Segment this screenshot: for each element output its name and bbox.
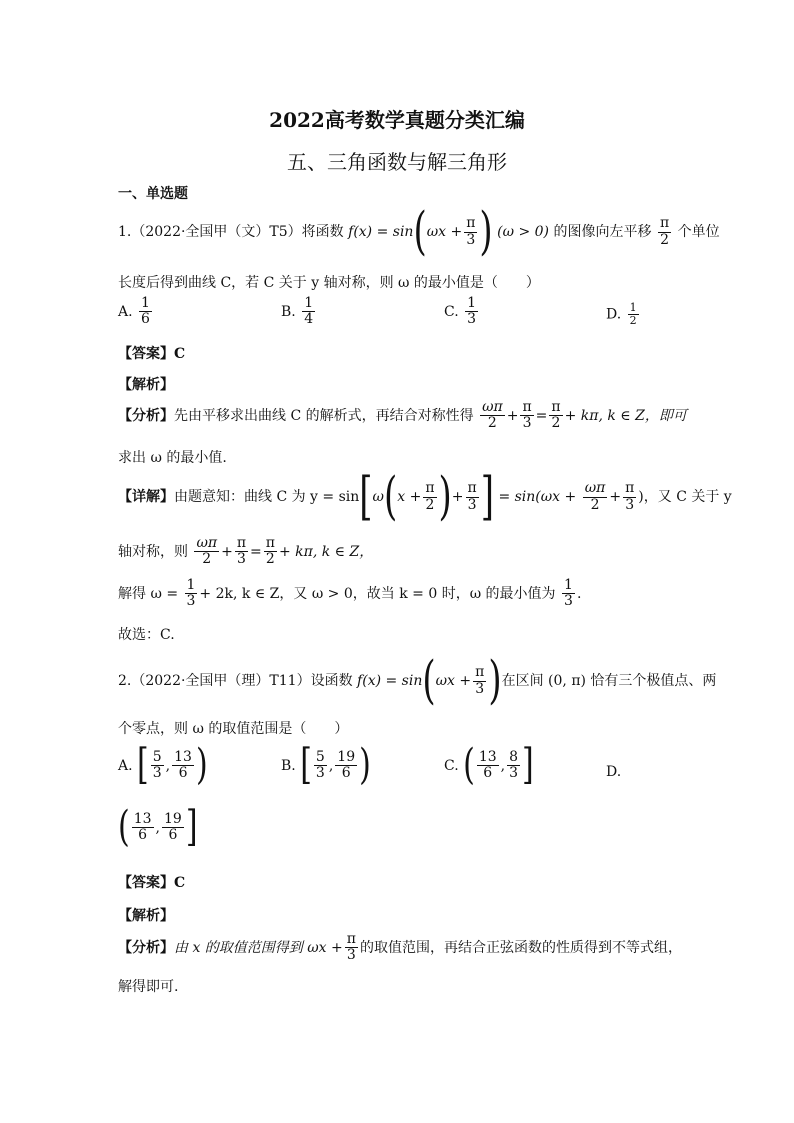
q1-option-a: A. $\frac{1}{6}$: [118, 295, 150, 328]
q2-option-d-value: ( $\frac{13}{6}$ , $\frac{19}{6}$ ]: [118, 802, 198, 852]
page-title: 2022高考数学真题分类汇编: [269, 108, 525, 132]
q1-option-d: D. $\frac{1}{2}$: [606, 301, 637, 328]
q2-answer: 【答案】C: [118, 875, 186, 891]
q2-stem-line1: 2.（2022·全国甲（理）T11）设函数 f(x) = sin(ωx + $\frac{\pi}{3}$ )在区间 (0, π) 恰有三个极值点、两: [118, 651, 717, 711]
q2-option-d-label: D.: [606, 764, 622, 780]
q2-option-c: C. ( $\frac{13}{6}$ , $\frac{8}{3}$ ]: [444, 740, 534, 790]
q1-option-b: B. $\frac{1}{4}$: [281, 295, 314, 328]
q2-stem-line2: 个零点，则 ω 的取值范围是（ ）: [118, 721, 349, 737]
page-subtitle: 五、三角函数与解三角形: [287, 150, 507, 174]
q1-fenxi-line1: 【分析】先由平移求出曲线 C 的解析式，再结合对称性得 $\frac{\omega\pi}{2}$ + $\frac{\pi}{3}$ = $\frac{\pi}{2}$ + kπ, k ∈ Z，即可: [118, 399, 687, 432]
section-heading: 一、单选题: [118, 186, 188, 202]
q2-jiexi: 【解析】: [118, 908, 174, 924]
q1-answer: 【答案】C: [118, 346, 186, 362]
q1-stem-line2: 长度后得到曲线 C，若 C 关于 y 轴对称，则 ω 的最小值是（ ）: [118, 275, 540, 291]
q1-guxuan: 故选：C.: [118, 627, 175, 643]
q1-xiangjie-line1: 【详解】由题意知：曲线 C 为 y = sin[ω(x + $\frac{\pi}{2}$ )+ $\frac{\pi}{3}$ ] = sin(ωx + $\frac{\omega\pi}{2}$ + $\frac{\pi}{3}$ )，又 C 关于 y: [118, 467, 732, 527]
q2-option-a: A. [ $\frac{5}{3}$ , $\frac{13}{6}$ ): [118, 740, 208, 790]
q1-xiangjie-line3: 解得 ω = $\frac{1}{3}$ + 2k, k ∈ Z，又 ω > 0，故当 k = 0 时，ω 的最小值为 $\frac{1}{3}$ .: [118, 577, 582, 610]
q1-fenxi-line2: 求出 ω 的最小值.: [118, 450, 227, 466]
q1-stem-line1: 1.（2022·全国甲（文）T5）将函数 f(x) = sin(ωx + $\frac{\pi}{3}$ ) (ω > 0) 的图像向左平移 $\frac{\pi}{2}$ 个单位: [118, 202, 720, 262]
q1-xiangjie-line2: 轴对称，则 $\frac{\omega\pi}{2}$ + $\frac{\pi}{3}$ = $\frac{\pi}{2}$ + kπ, k ∈ Z，: [118, 535, 374, 568]
q1-jiexi: 【解析】: [118, 377, 174, 393]
q2-fenxi-line2: 解得即可.: [118, 979, 179, 995]
q1-option-c: C. $\frac{1}{3}$: [444, 295, 477, 328]
q2-option-b: B. [ $\frac{5}{3}$ , $\frac{19}{6}$ ): [281, 740, 371, 790]
q2-fenxi-line1: 【分析】由 x 的取值范围得到 ωx + $\frac{\pi}{3}$ 的取值范围，再结合正弦函数的性质得到不等式组，: [118, 931, 682, 964]
